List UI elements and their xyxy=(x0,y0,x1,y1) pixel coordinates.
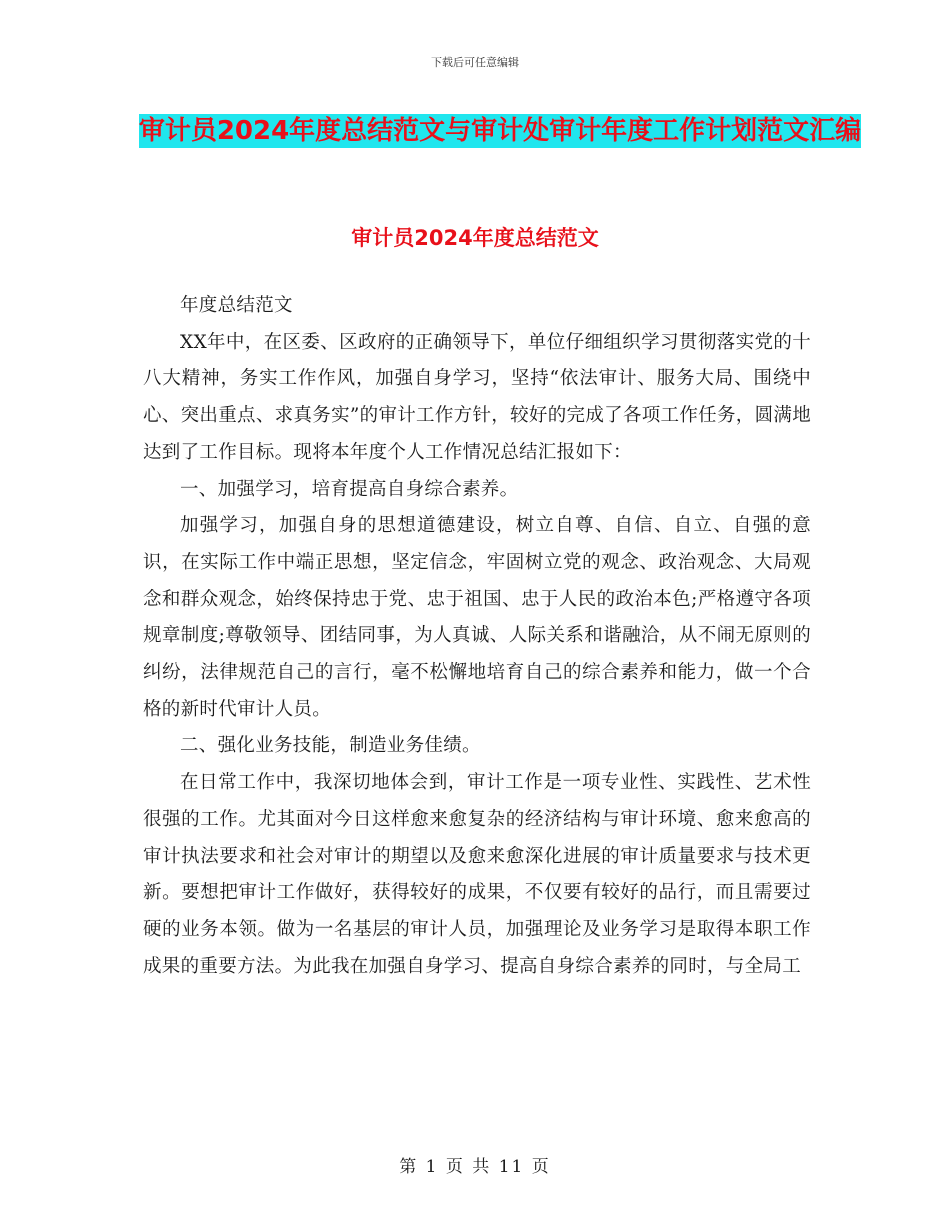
section-title: 审计员2024年度总结范文 xyxy=(351,226,599,250)
header-note: 下载后可任意编辑 xyxy=(431,56,519,69)
paragraph: 在日常工作中，我深切地体会到，审计工作是一项专业性、实践性、艺术性很强的工作。尤其面对今日这样愈来愈复杂的经济结构与审计环境、愈来愈高的审计执法要求和社会对审计的期望以及愈来愈深化进展的审计质量要求与技术更新。要想把审计工作做好，获得较好的成果，不仅要有较好的品行，而且需要过硬的业务本领。做为一名基层的审计人员，加强理论及业务学习是取得本职工作成果的重要方法。为此我在加强自身学习、提高自身综合素养的同时，与全局工 xyxy=(143,772,811,977)
paragraph: 一、加强学习，培育提高自身综合素养。 xyxy=(180,478,519,500)
paragraph: 加强学习，加强自身的思想道德建设，树立自尊、自信、自立、自强的意识，在实际工作中端正思想，坚定信念，牢固树立党的观念、政治观念、大局观念和群众观念，始终保持忠于党、忠于祖国、忠于人民的政治本色;严格遵守各项规章制度;尊敬领导、团结同事，为人真诚、人际关系和谐融洽，从不闹无原则的纠纷，法律规范自己的言行，毫不松懈地培育自己的综合素养和能力，做一个合格的新时代审计人员。 xyxy=(143,515,811,720)
paragraph: XX年中，在区委、区政府的正确领导下，单位仔细组织学习贯彻落实党的十八大精神，务实工作作风，加强自身学习，坚持“依法审计、服务大局、围绕中心、突出重点、求真务实”的审计工作方针，较好的完成了各项工作任务，圆满地达到了工作目标。现将本年度个人工作情况总结汇报如下： xyxy=(143,331,811,463)
page-footer: 第 1 页 共 11 页 xyxy=(399,1157,551,1177)
paragraph: 二、强化业务技能，制造业务佳绩。 xyxy=(180,735,481,757)
document-title xyxy=(120,110,880,152)
paragraph: 年度总结范文 xyxy=(180,295,293,316)
document-title-text: 审计员2024年度总结范文与审计处审计年度工作计划范文汇编 xyxy=(138,116,862,146)
body-text xyxy=(143,288,811,985)
